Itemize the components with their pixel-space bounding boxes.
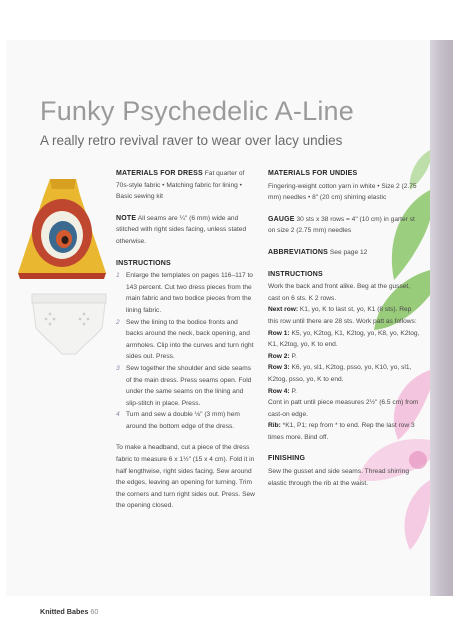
headband-text: To make a headband, cut a piece of the dress fabric to measure 6 x 1½" (15 x 4 cm). Fold it in half lengthwise, right sides facing. Sew around the edges, leaving an opening for turning. Trim the corners and turn right sides out. Press. Sew the opening closed.: [116, 444, 255, 510]
pattern-row: [268, 351, 420, 363]
row-text: Cont in patt until piece measures 2½" (6.5 cm) from cast-on edge.: [268, 399, 419, 418]
footer-book-title: Knitted Babes: [40, 607, 89, 616]
row-label: Row 4:: [268, 387, 290, 395]
row-label: Row 3:: [268, 364, 290, 372]
materials-undies-block: [268, 168, 420, 204]
dress-column: [116, 168, 256, 522]
row-label: Row 2:: [268, 352, 290, 360]
abbreviations-heading: ABBREVIATIONS: [268, 248, 329, 256]
page-subtitle: A really retro revival raver to wear over lacy undies: [40, 133, 343, 148]
note-block: [116, 213, 256, 248]
book-spine-edge: [430, 40, 453, 596]
finishing-text: Sew the gusset and side seams. Thread shirring elastic through the rib at the waist.: [268, 468, 409, 487]
abbreviations-text: See page 12: [329, 248, 368, 256]
step-text: Sew together the shoulder and side seams of the main dress. Press seams open. Fold under the same seams on the lining and slip-stitch in place. Press.: [126, 364, 252, 407]
pattern-row: [268, 386, 420, 398]
row-label: Row 1:: [268, 329, 290, 337]
step-number: 4: [116, 411, 120, 419]
instruction-step: [116, 409, 256, 432]
footer-page-number: 60: [90, 607, 99, 616]
row-text: K5, yo, K2tog, K1, K2tog, yo, K8, yo, K2tog, K1, K2tog, yo, K to end.: [268, 329, 420, 349]
instructions-undies-block: [268, 269, 420, 444]
page-title: Funky Psychedelic A-Line: [40, 96, 354, 126]
row-text: K1, yo, K to last st, yo, K1 (8 sts). Rep this row until there are 28 sts. Work patt as follows:: [268, 306, 417, 325]
step-text: Sew the lining to the bodice fronts and backs around the neck, back opening, and armholes. Clip into the curves and turn right sides out. Press.: [126, 318, 254, 361]
materials-dress-heading: MATERIALS FOR DRESS: [116, 170, 203, 177]
materials-undies-heading: MATERIALS FOR UNDIES: [268, 170, 358, 177]
instruction-step: [116, 270, 256, 316]
pattern-row: [268, 304, 420, 327]
pattern-row: [268, 328, 420, 351]
materials-dress-block: [116, 168, 256, 203]
instructions-undies-intro: Work the back and front alike. Beg at the gusset, cast on 6 sts. K 2 rows.: [268, 283, 411, 302]
instruction-step: [116, 317, 256, 363]
instruction-step: [116, 363, 256, 409]
instructions-dress-block: [116, 258, 256, 433]
instructions-undies-heading: INSTRUCTIONS: [268, 270, 323, 278]
step-text: Enlarge the templates on pages 116–117 to 143 percent. Cut two dress pieces from the main fabric and two bodice pieces from the lining fabric.: [126, 272, 253, 314]
headband-block: [116, 442, 256, 512]
row-label: Rib:: [268, 422, 281, 430]
step-number: 3: [116, 364, 120, 372]
book-page: [6, 40, 430, 616]
undies-column: [268, 168, 420, 499]
pattern-row: [268, 362, 420, 385]
row-text: P.: [291, 387, 297, 395]
row-text: K6, yo, sl1, K2tog, psso, yo, K10, yo, sl1, K2tog, psso, yo, K to end.: [268, 364, 412, 383]
finishing-heading: FINISHING: [268, 455, 306, 463]
row-text: *K1, P1; rep from * to end. Rep the last row 3 times more. Bind off.: [268, 422, 415, 441]
finishing-block: [268, 453, 420, 489]
materials-undies-text: Fingering-weight cotton yarn in white • Size 2 (2.75 mm) needles • 8" (20 cm) shirring elastic: [268, 182, 417, 202]
pattern-row: [268, 397, 420, 420]
pattern-row: [268, 420, 420, 443]
materials-dress-text: Fat quarter of 70s-style fabric • Matching fabric for lining • Basic sewing kit: [116, 170, 245, 201]
undies-photo: [26, 288, 112, 360]
step-number: 1: [116, 272, 120, 280]
instruction-steps: [116, 270, 256, 432]
gauge-text: 30 sts x 38 rows = 4" (10 cm) in garter st on size 2 (2.75 mm) needles: [268, 215, 415, 235]
abbreviations-block: [268, 247, 420, 259]
note-text: All seams are ¼" (6 mm) wide and stitched with right sides facing, unless stated otherwise.: [116, 214, 247, 245]
gauge-block: [268, 214, 420, 237]
row-text: P.: [291, 352, 297, 360]
note-heading: NOTE: [116, 214, 137, 222]
page-footer: [40, 607, 98, 616]
step-number: 2: [116, 318, 120, 326]
row-label: Next row:: [268, 306, 299, 314]
dress-photo: [14, 173, 112, 281]
instructions-dress-heading: INSTRUCTIONS: [116, 259, 171, 267]
step-text: Turn and sew a double ⅛" (3 mm) hem around the bottom edge of the dress.: [126, 411, 240, 430]
gauge-heading: GAUGE: [268, 215, 295, 223]
